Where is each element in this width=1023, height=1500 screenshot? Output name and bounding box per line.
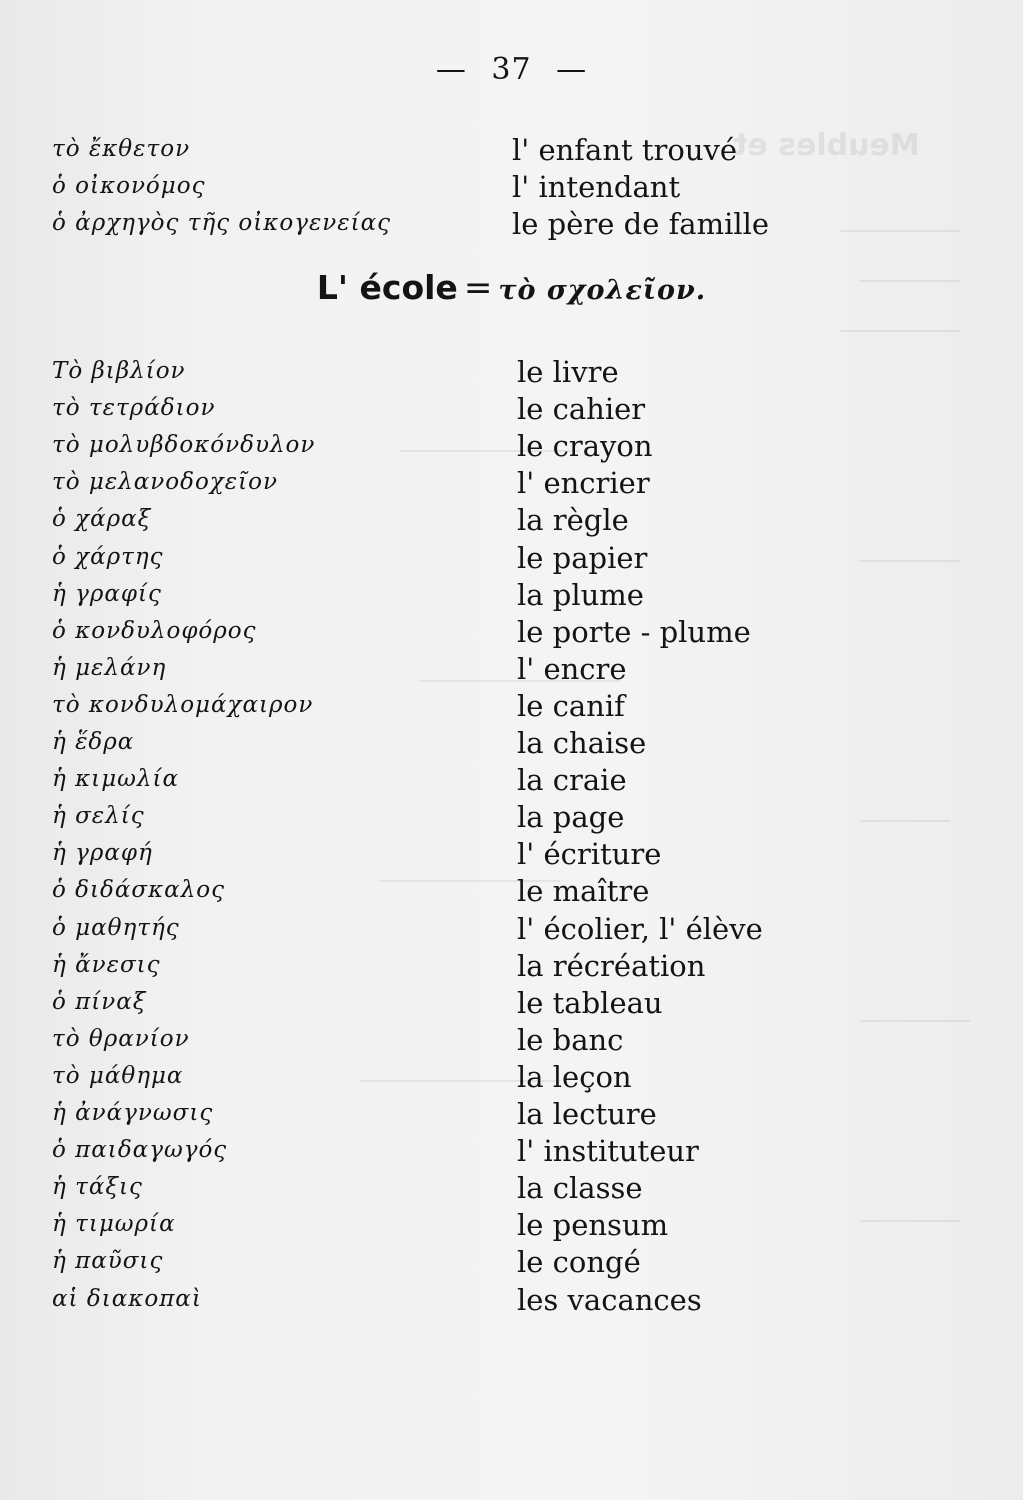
french-term: la chaise [517,726,647,760]
french-term: la page [517,800,625,835]
french-term: la récréation [517,948,706,983]
greek-term: ὁ μαθητής [52,914,180,941]
greek-term: τὸ μολυβδοκόνδυλον [52,432,316,459]
greek-term: ἡ σελίς [52,803,145,830]
greek-term: Τὸ βιβλίον [52,358,186,384]
show-through-line [860,820,950,822]
french-term: l' écriture [517,837,662,872]
french-term: le père de famille [512,207,770,241]
greek-term: ἡ τιμωρία [52,1211,176,1238]
greek-term: τὸ ἔκθετον [52,136,191,162]
french-term: le crayon [517,429,653,464]
french-term: le pensum [517,1208,669,1243]
page-number-dash-left: — [435,52,467,87]
greek-term: ὁ κονδυλοφόρος [52,617,257,644]
greek-term: ἡ κιμωλία [52,766,180,793]
french-term: l' instituteur [517,1134,699,1169]
greek-term: τὸ κονδυλομάχαιρον [52,691,314,718]
french-term: l' enfant trouvé [512,133,738,167]
greek-term: ἡ γραφίς [52,580,162,607]
french-term: le porte - plume [517,614,751,649]
page-number [0,52,1023,87]
show-through-line [840,330,960,332]
greek-term: ὁ διδάσκαλος [52,877,226,904]
french-term: la plume [517,577,644,612]
french-term: les vacances [517,1282,702,1317]
greek-term: ὁ οἰκονόμος [52,173,206,199]
greek-term: τὸ μάθημα [52,1062,184,1089]
french-term: le tableau [517,985,663,1020]
show-through-line [860,560,960,562]
greek-term: ὁ ἀρχηγὸς τῆς οἰκογενείας [52,210,392,236]
greek-term: ὁ χάρτης [52,543,164,570]
section-heading-greek: τὸ σχολεῖον. [498,275,707,306]
greek-term: ἡ ἄνεσις [52,951,161,978]
french-term: la leçon [517,1059,632,1094]
french-term: la craie [517,763,627,798]
french-term: la classe [517,1171,643,1206]
greek-term: ἡ τάξις [52,1174,143,1201]
greek-term: ὁ παιδαγωγός [52,1137,228,1164]
french-term: le papier [517,540,648,575]
greek-term: ὁ χάραξ [52,506,152,533]
greek-term: ἡ γραφή [52,840,153,867]
french-term: le maître [517,874,650,909]
section-heading [0,268,1023,308]
greek-term: ἡ ἀνάγνωσις [52,1100,214,1126]
show-through-line [860,1220,960,1222]
french-term: l' écolier, l' élève [517,911,763,946]
greek-term: ἡ παῦσις [52,1248,164,1275]
french-term: le cahier [517,392,646,427]
show-through-line [860,1020,970,1022]
page-number-value: 37 [491,52,532,87]
greek-term: τὸ θρανίον [52,1025,190,1052]
greek-term: ἡ ἕδρα [52,729,135,755]
section-heading-equals: = [463,268,493,308]
greek-term: ἡ μελάνη [52,654,167,681]
french-term: l' intendant [512,170,681,204]
french-term: l' encre [517,651,627,686]
greek-term: αἱ διακοπαὶ [52,1285,202,1312]
show-through-heading: Meubles et [733,128,920,163]
french-term: le livre [517,355,619,389]
section-heading-french: L' école [316,268,458,307]
french-term: le canif [517,688,625,723]
french-term: la lecture [517,1097,657,1131]
greek-term: τὸ τετράδιον [52,395,216,422]
french-term: l' encrier [517,466,650,501]
greek-term: ὁ πίναξ [52,988,147,1015]
french-term: le banc [517,1022,624,1057]
french-term: le congé [517,1245,641,1280]
page-number-dash-right: — [556,52,588,87]
greek-term: τὸ μελανοδοχεῖον [52,469,278,496]
show-through-line [840,230,960,232]
french-term: la règle [517,503,629,538]
